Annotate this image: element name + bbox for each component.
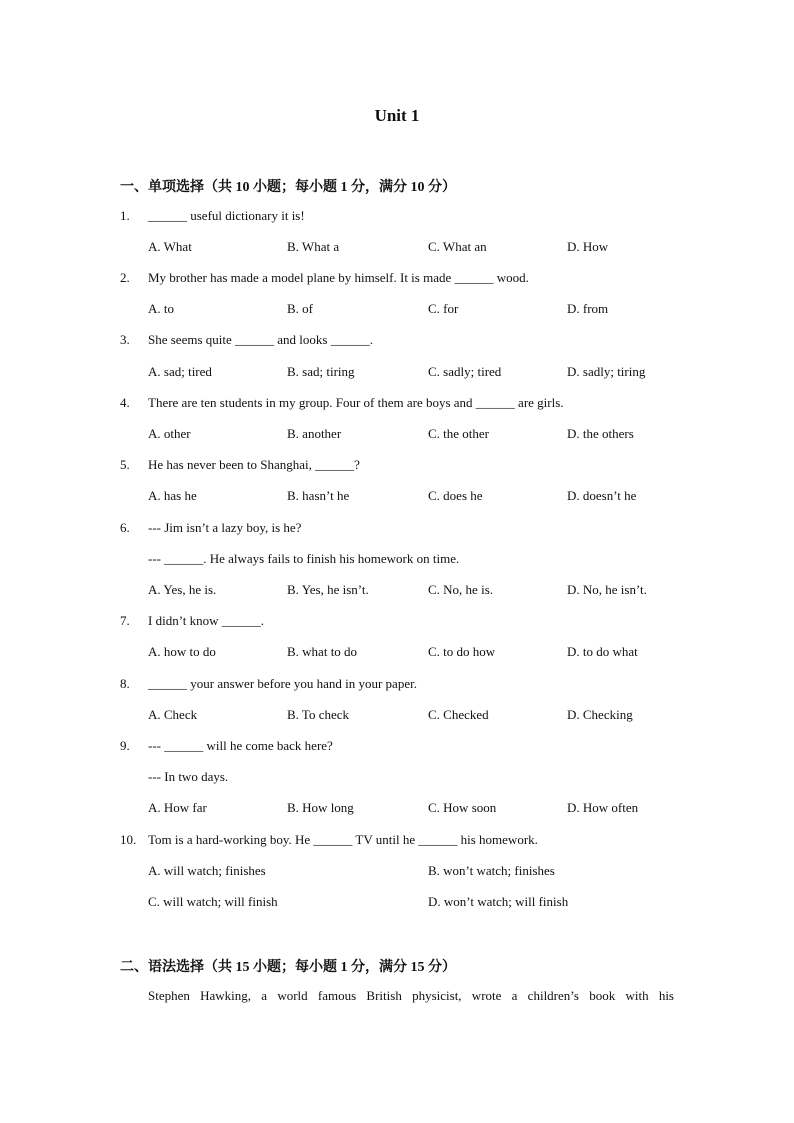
option-c: C. for [428,301,459,316]
question-7-options [148,643,678,661]
option-c: C. No, he is. [428,582,493,597]
question-number: 1. [120,208,130,223]
option-b: B. What a [287,239,340,254]
question-number: 3. [120,332,130,347]
question-number: 4. [120,395,130,410]
question-8-options [148,706,678,724]
option-b: B. How long [287,800,354,815]
option-d: D. No, he isn’t. [567,582,647,597]
option-b: B. what to do [287,644,358,659]
section-2-heading: 二、语法选择（共 15 小题；每小题 1 分，满分 15 分） [120,960,456,975]
question-text: She seems quite ______ and looks ______. [148,332,373,347]
option-b: B. sad; tiring [287,364,355,379]
question-3-options [148,363,678,381]
question-number: 8. [120,676,130,691]
question-10 [120,831,680,849]
question-2 [120,269,680,287]
option-d: D. doesn’t he [567,488,637,503]
question-number: 2. [120,270,130,285]
option-b: B. won’t watch; finishes [428,863,555,878]
question-6 [120,519,680,537]
page-title: Unit 1 [374,106,420,125]
question-text: I didn’t know ______. [148,613,265,628]
option-a: A. how to do [148,644,216,659]
question-5 [120,456,680,474]
option-d: D. the others [567,426,634,441]
question-number: 10. [120,832,137,847]
question-number: 6. [120,520,130,535]
question-text: There are ten students in my group. Four of them are boys and ______ are girls. [148,395,564,410]
question-number: 5. [120,457,130,472]
option-a: A. to [148,301,174,316]
option-c: C. to do how [428,644,496,659]
option-d: D. to do what [567,644,638,659]
option-b: B. of [287,301,313,316]
question-number: 7. [120,613,130,628]
option-d: D. How often [567,800,639,815]
question-3 [120,331,680,349]
question-text: He has never been to Shanghai, ______? [148,457,360,472]
question-9 [120,737,680,755]
question-text: Tom is a hard-working boy. He ______ TV until he ______ his homework. [148,832,538,847]
option-d: D. sadly; tiring [567,364,646,379]
option-c: C. the other [428,426,490,441]
option-c: C. sadly; tired [428,364,502,379]
option-b: B. another [287,426,342,441]
option-a: A. Check [148,707,198,722]
option-b: B. hasn’t he [287,488,350,503]
question-6-dialogue-reply: --- ______. He always fails to finish his homework on time. [148,551,460,566]
question-10-options-row-2 [148,893,678,911]
option-b: B. Yes, he isn’t. [287,582,369,597]
question-4-options [148,425,678,443]
question-9-options [148,799,678,817]
option-a: A. has he [148,488,197,503]
option-d: D. from [567,301,609,316]
question-text: --- Jim isn’t a lazy boy, is he? [148,520,302,535]
question-7 [120,612,680,630]
question-text: My brother has made a model plane by himself. It is made ______ wood. [148,270,529,285]
option-c: C. does he [428,488,483,503]
question-8 [120,675,680,693]
question-text: ______ your answer before you hand in your paper. [148,676,417,691]
option-c: C. will watch; will finish [148,894,278,909]
option-a: A. How far [148,800,207,815]
question-2-options [148,300,678,318]
option-a: A. What [148,239,192,254]
option-d: D. won’t watch; will finish [428,894,569,909]
question-10-options-row-1 [148,862,678,880]
option-a: A. Yes, he is. [148,582,217,597]
option-c: C. How soon [428,800,497,815]
option-d: D. How [567,239,609,254]
section-1-heading: 一、单项选择（共 10 小题；每小题 1 分，满分 10 分） [120,180,456,195]
question-text: --- ______ will he come back here? [148,738,333,753]
option-c: C. Checked [428,707,489,722]
option-a: A. will watch; finishes [148,863,266,878]
question-number: 9. [120,738,130,753]
question-4 [120,394,680,412]
option-a: A. sad; tired [148,364,212,379]
option-c: C. What an [428,239,487,254]
question-6-options [148,581,678,599]
option-a: A. other [148,426,191,441]
option-d: D. Checking [567,707,633,722]
question-1-options [148,238,678,256]
option-b: B. To check [287,707,350,722]
question-1 [120,207,680,225]
question-text: ______ useful dictionary it is! [148,208,305,223]
question-5-options [148,487,678,505]
passage-first-line: Stephen Hawking, a world famous British physicist, wrote a children’s book with his [148,988,674,1003]
question-9-dialogue-reply: --- In two days. [148,769,229,784]
